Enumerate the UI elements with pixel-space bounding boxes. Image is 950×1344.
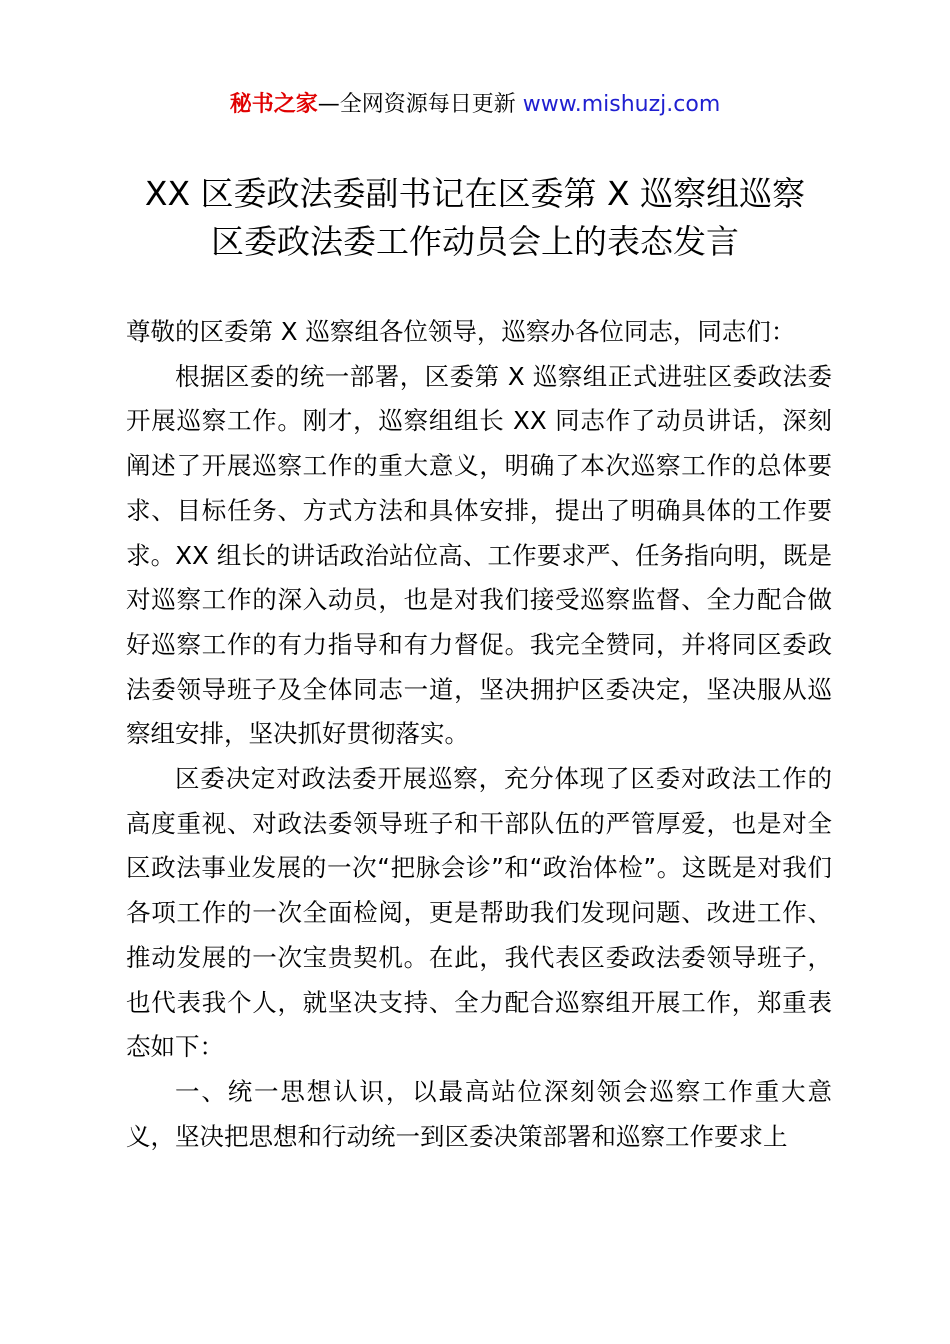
paragraph-2: 区委决定对政法委开展巡察，充分体现了区委对政法工作的高度重视、对政法委领导班子和干部队伍的严管厚爱，也是对全区政法事业发展的一次“把脉会诊”和“政治体检”。这既是对我们各项工作的一次全面检阅，更是帮助我们发现问题、改进工作、推动发展的一次宝贵契机。在此，我代表区委政法委领导班子，也代表我个人，就坚决支持、全力配合巡察组开展工作，郑重表态如下：	[126, 764, 832, 1062]
site-url-link[interactable]: www.mishuzj.com	[522, 92, 721, 117]
document-body	[126, 310, 832, 1159]
document-title	[0, 170, 950, 266]
paragraph-3: 一、统一思想认识，以最高站位深刻领会巡察工作重大意义，坚决把思想和行动统一到区委决策部署和巡察工作要求上	[126, 1076, 832, 1151]
title-line-1: XX 区委政法委副书记在区委第 X 巡察组巡察	[144, 174, 806, 213]
title-line-2: 区委政法委工作动员会上的表态发言	[211, 222, 739, 261]
brand-name: 秘书之家	[229, 92, 318, 117]
salutation: 尊敬的区委第 X 巡察组各位领导，巡察办各位同志，同志们：	[126, 317, 796, 346]
site-header	[0, 88, 950, 122]
header-tagline: —全网资源每日更新	[317, 92, 523, 117]
paragraph-1: 根据区委的统一部署，区委第 X 巡察组正式进驻区委政法委开展巡察工作。刚才，巡察组组长 XX 同志作了动员讲话，深刻阐述了开展巡察工作的重大意义，明确了本次巡察工作的总体要求、目标任务、方式方法和具体安排，提出了明确具体的工作要求。XX 组长的讲话政治站位高、工作要求严、任务指向明，既是对巡察工作的深入动员，也是对我们接受巡察监督、全力配合做好巡察工作的有力指导和有力督促。我完全赞同，并将同区委政法委领导班子及全体同志一道，坚决拥护区委决定，坚决服从巡察组安排，坚决抓好贯彻落实。	[126, 361, 832, 749]
